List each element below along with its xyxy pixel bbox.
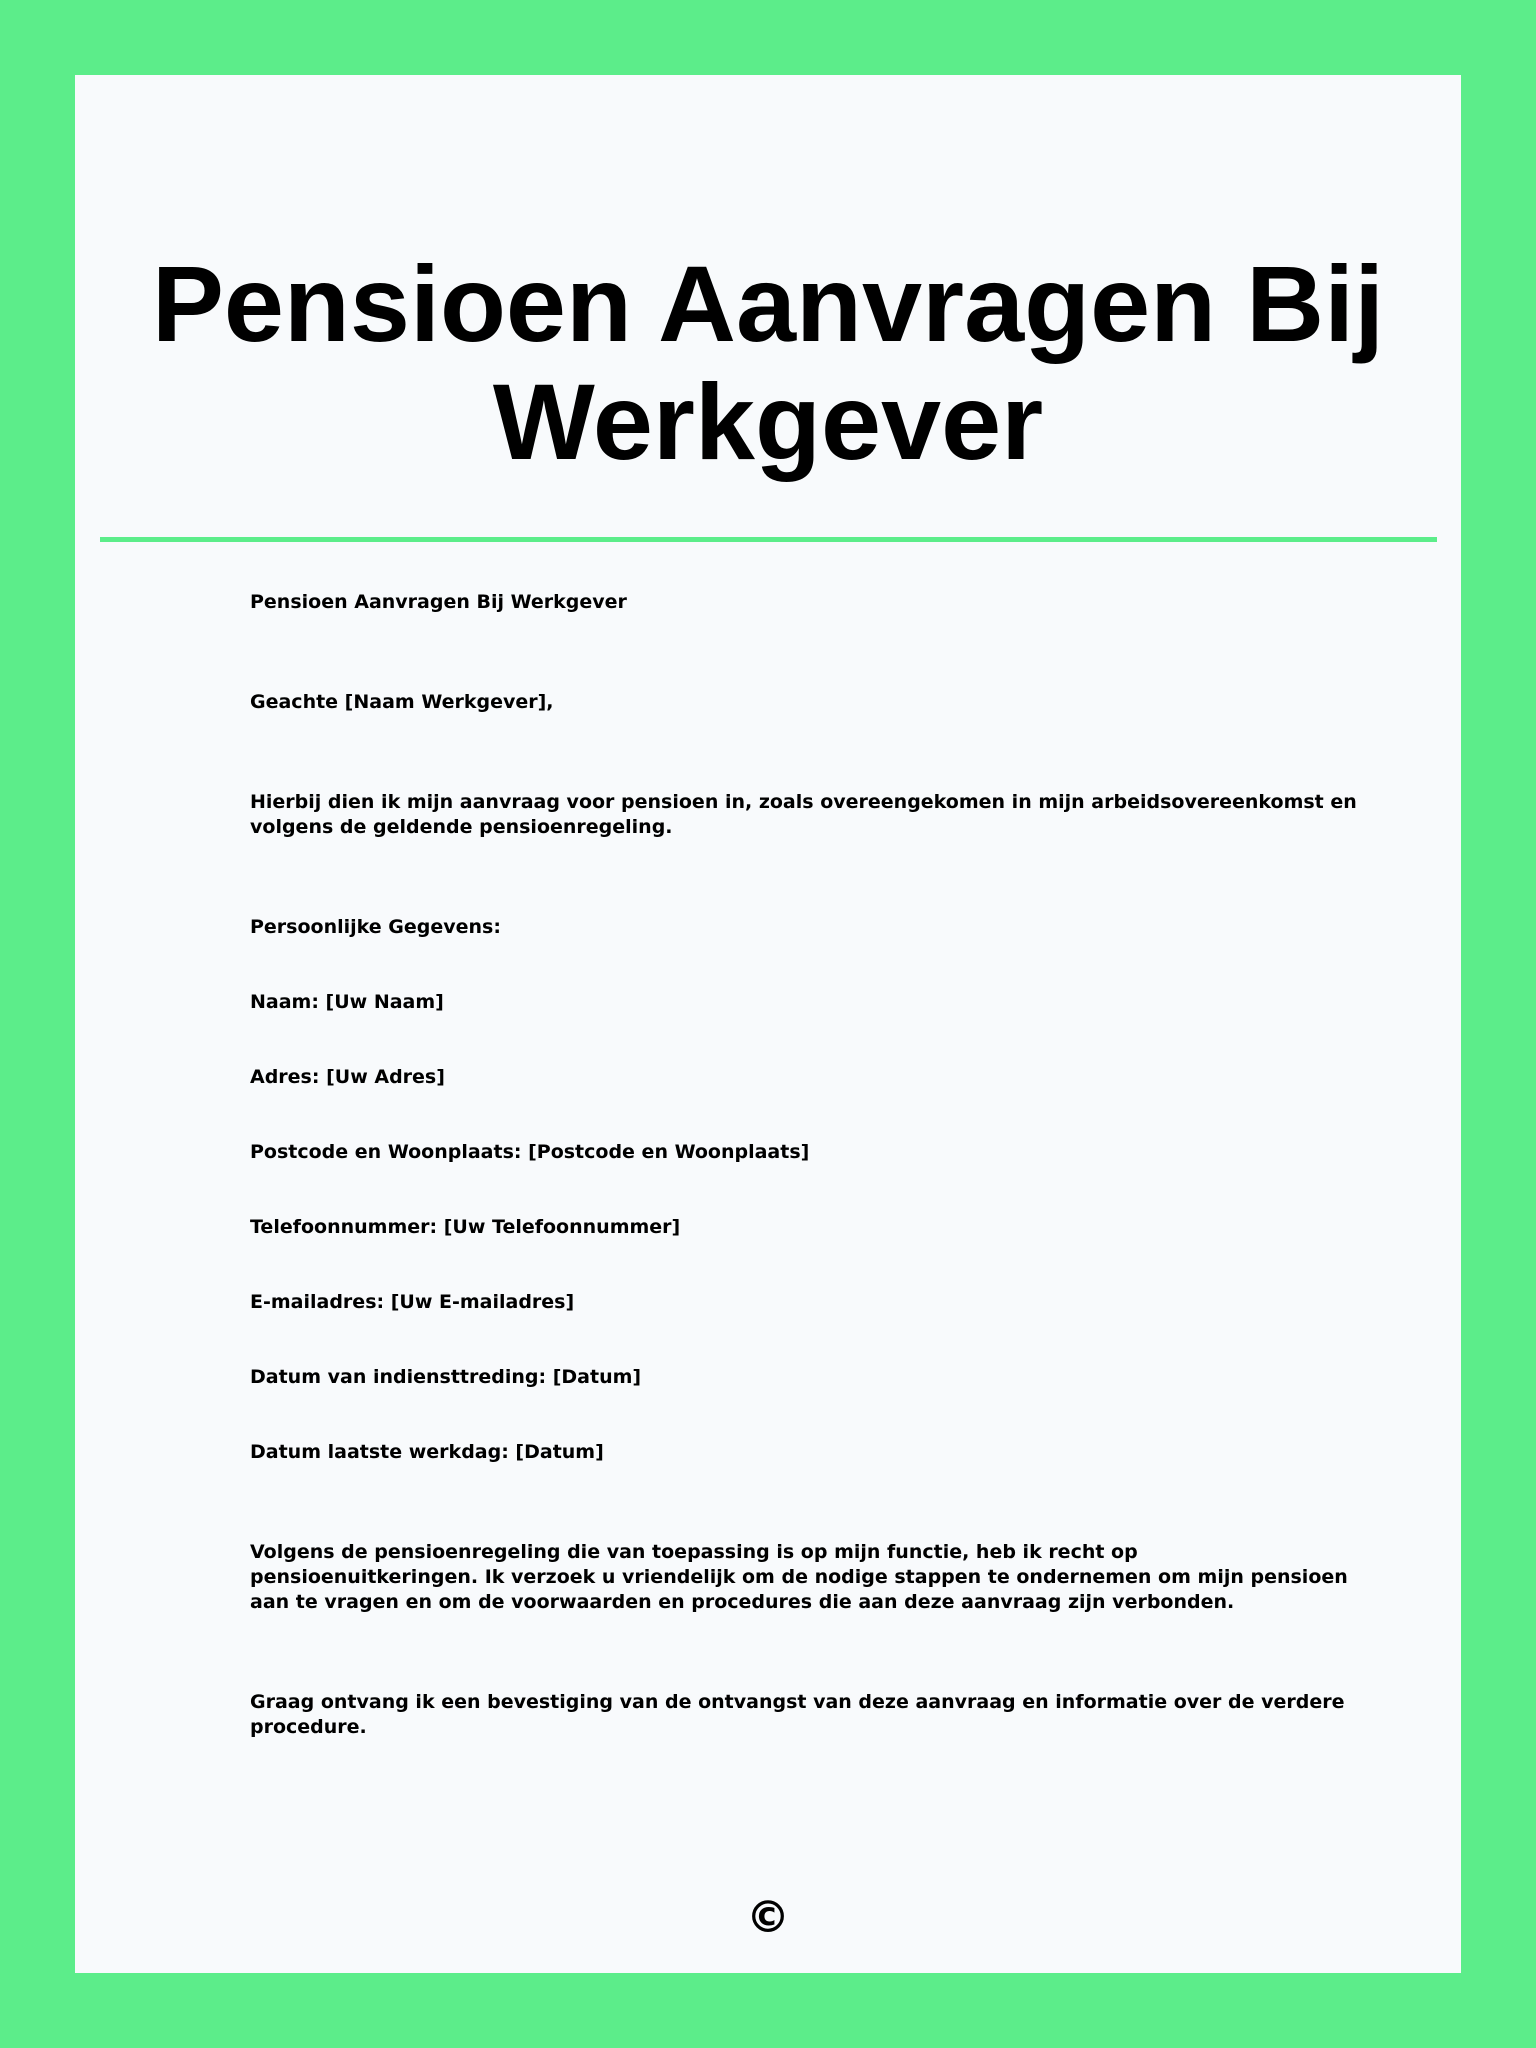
salutation: Geachte [Naam Werkgever], (250, 691, 554, 713)
document-heading: Pensioen Aanvragen Bij Werkgever (250, 591, 627, 613)
document-page (75, 75, 1461, 1973)
field-last-workday: Datum laatste werkdag: [Datum] (250, 1441, 604, 1463)
field-start-date: Datum van indiensttreding: [Datum] (250, 1366, 642, 1388)
title-divider (100, 537, 1437, 542)
entitlement-paragraph: Volgens de pensioenregeling die van toepassing is op mijn functie, heb ik recht op pensioenuitkeringen. Ik verzoek u vriendelijk om de nodige stappen te ondernemen om mijn pensioen aan te vragen en om de voorwaarden en procedures die aan deze aanvraag zijn verbonden. (250, 1541, 1348, 1613)
field-address: Adres: [Uw Adres] (250, 1066, 445, 1088)
intro-paragraph: Hierbij dien ik mijn aanvraag voor pensioen in, zoals overeengekomen in mijn arbeidsovereenkomst en volgens de geldende pensioenregeling. (250, 791, 1357, 838)
page-title: Pensioen Aanvragen Bij Werkgever (151, 243, 1385, 482)
field-email: E-mailadres: [Uw E-mailadres] (250, 1291, 575, 1313)
copyright-icon: © (746, 1892, 790, 1943)
field-name: Naam: [Uw Naam] (250, 991, 444, 1013)
field-phone: Telefoonnummer: [Uw Telefoonnummer] (250, 1216, 681, 1238)
personal-details-header: Persoonlijke Gegevens: (250, 916, 501, 938)
field-postcode-city: Postcode en Woonplaats: [Postcode en Woonplaats] (250, 1141, 810, 1163)
confirmation-paragraph: Graag ontvang ik een bevestiging van de ontvangst van deze aanvraag en informatie over de verdere procedure. (250, 1691, 1345, 1738)
